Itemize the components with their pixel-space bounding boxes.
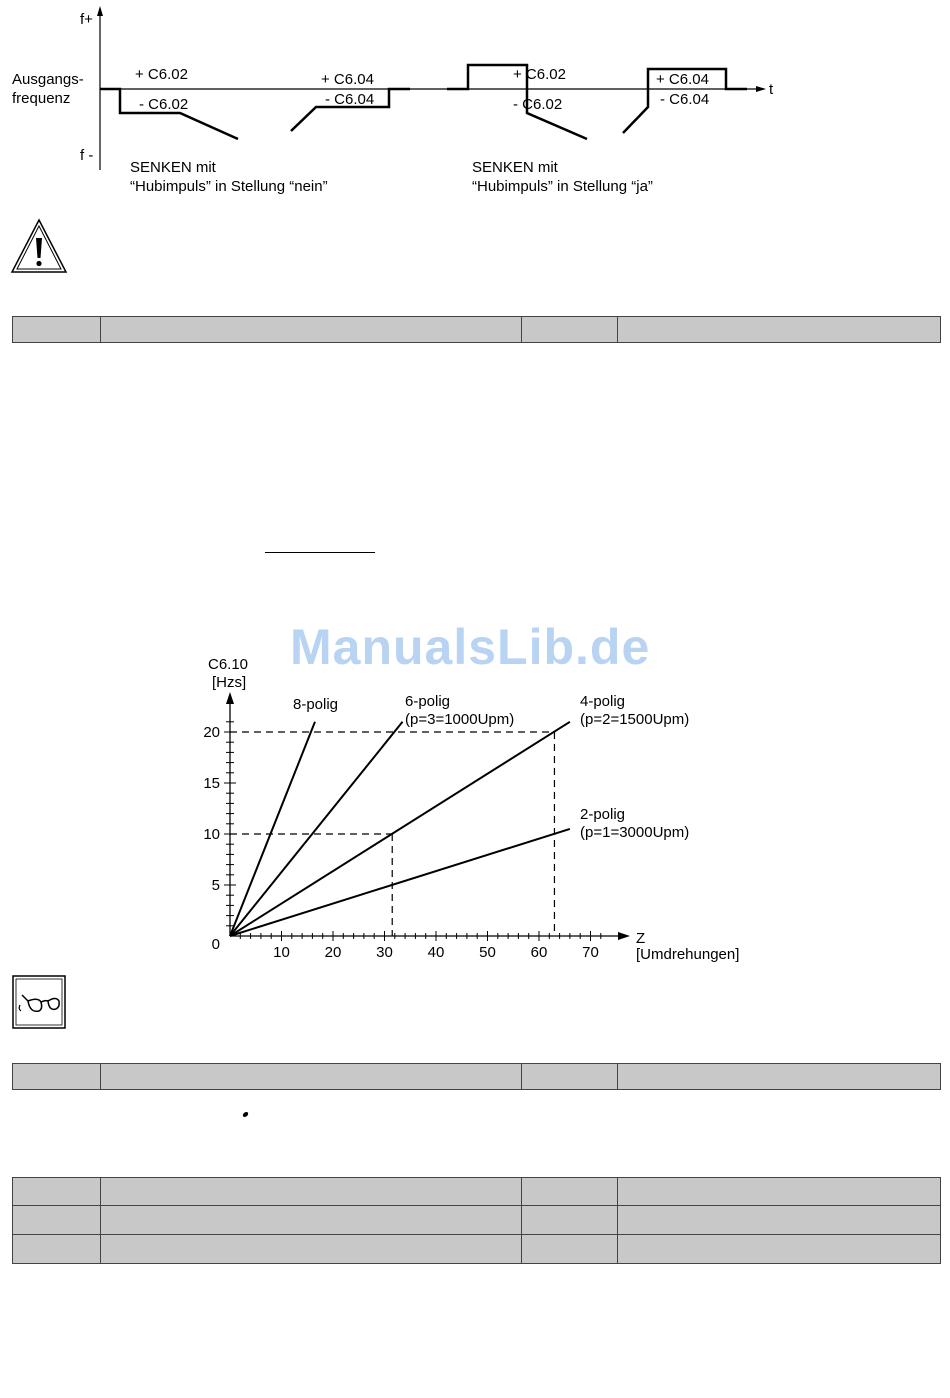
- header-cell: [13, 317, 101, 342]
- table-header-bar-2: [12, 1063, 941, 1090]
- table-cell: [521, 1178, 618, 1205]
- table-cell: [100, 1206, 522, 1234]
- x-tick-label: 10: [273, 944, 290, 961]
- x-axis-title: Z: [636, 930, 646, 947]
- header-cell: [617, 1064, 940, 1089]
- series-label-detail: (p=1=3000Upm): [580, 824, 690, 841]
- warning-triangle-icon: [10, 218, 68, 274]
- series-line-4-polig: [230, 722, 570, 936]
- series-line-2-polig: [230, 829, 570, 936]
- x-tick-label: 50: [479, 944, 496, 961]
- header-cell: [100, 317, 522, 342]
- y-axis-bottom-label: f -: [80, 147, 94, 164]
- origin-label: 0: [211, 936, 220, 953]
- table-cell: [13, 1235, 101, 1263]
- label-minus-c602-left: - C6.02: [139, 96, 189, 113]
- table-cell: [13, 1178, 101, 1205]
- x-tick-label: 20: [324, 944, 342, 961]
- y-tick-label: 15: [203, 775, 220, 792]
- table-row: [12, 1234, 941, 1264]
- label-plus-c602-right: + C6.02: [513, 66, 566, 83]
- table-header-bar-1: [12, 316, 941, 343]
- bullet-mark: [242, 1112, 249, 1117]
- y-axis-arrow: [226, 692, 234, 704]
- y-axis-title: C6.10: [208, 656, 249, 673]
- label-minus-c602-right: - C6.02: [513, 96, 563, 113]
- ramp-chart: [0, 640, 950, 980]
- x-tick-label: 60: [530, 944, 548, 961]
- series-line-6-polig: [230, 722, 403, 936]
- table-row: [12, 1177, 941, 1206]
- table-cell: [13, 1206, 101, 1234]
- table-cell: [617, 1206, 940, 1234]
- x-tick-label: 30: [376, 944, 393, 961]
- table-cell: [521, 1206, 618, 1234]
- y-tick-label: 5: [211, 877, 220, 894]
- caption-left-line1: SENKEN mit: [130, 159, 216, 176]
- table-row: [12, 1205, 941, 1235]
- label-plus-c602-left: + C6.02: [135, 66, 188, 83]
- series-label: 6-polig: [405, 693, 451, 710]
- table-cell: [100, 1235, 522, 1263]
- series-label-detail: (p=2=1500Upm): [580, 711, 690, 728]
- label-minus-c604-left: - C6.04: [325, 91, 375, 108]
- label-plus-c604-right: + C6.04: [656, 71, 709, 88]
- table-cell: [617, 1235, 940, 1263]
- divider-line: [265, 552, 375, 553]
- caption-right-line1: SENKEN mit: [472, 159, 558, 176]
- label-plus-c604-left: + C6.04: [321, 71, 374, 88]
- header-cell: [617, 317, 940, 342]
- y-axis-top-label: f+: [80, 11, 93, 28]
- y-tick-label: 20: [203, 724, 220, 741]
- series-label: 8-polig: [293, 696, 339, 713]
- watermark-text: ManualsLib.de: [290, 619, 651, 675]
- y-axis-unit: [Hzs]: [212, 674, 247, 691]
- x-axis-arrow: [618, 932, 630, 940]
- table-cell: [521, 1235, 618, 1263]
- caption-right-line2: “Hubimpuls” in Stellung “ja”: [472, 178, 653, 195]
- caption-left-line2: “Hubimpuls” in Stellung “nein”: [130, 178, 328, 195]
- header-cell: [100, 1064, 522, 1089]
- y-tick-label: 10: [203, 826, 220, 843]
- y-axis-label-line2: frequenz: [12, 90, 71, 107]
- y-axis-label-line1: Ausgangs-: [12, 71, 84, 88]
- x-tick-label: 70: [582, 944, 599, 961]
- series-label: 2-polig: [580, 806, 626, 823]
- table-cell: [617, 1178, 940, 1205]
- glasses-icon: [12, 975, 66, 1029]
- label-minus-c604-right: - C6.04: [660, 91, 710, 108]
- x-axis-unit: [Umdrehungen]: [636, 946, 740, 963]
- series-label: 4-polig: [580, 693, 626, 710]
- series-label-detail: (p=3=1000Upm): [405, 711, 515, 728]
- table-cell: [100, 1178, 522, 1205]
- header-cell: [521, 317, 618, 342]
- x-tick-label: 40: [427, 944, 445, 961]
- x-axis-label: t: [769, 81, 774, 98]
- header-cell: [521, 1064, 618, 1089]
- series-line-8-polig: [230, 722, 315, 936]
- header-cell: [13, 1064, 101, 1089]
